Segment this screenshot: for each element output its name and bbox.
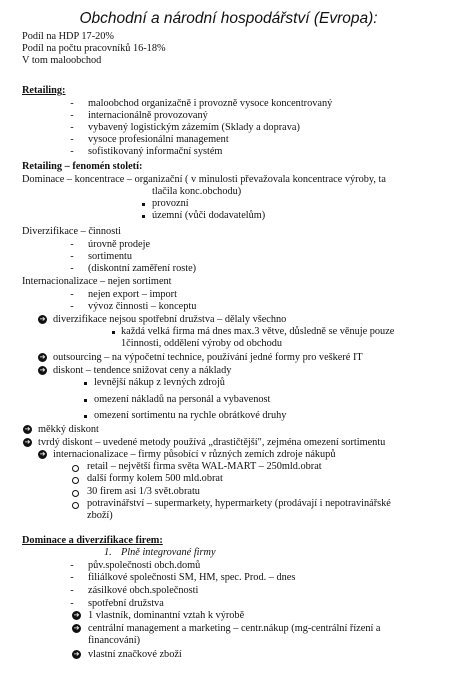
intl-sub-item: retail – největší firma světa WAL-MART – 250mld.obrat: [87, 461, 322, 472]
internationalization-sub-item: vývoz činnosti – konceptu: [88, 301, 197, 312]
firms-item: zásilkové obch.společnosti: [88, 585, 199, 596]
dominance-line-1: Dominace – koncentrace – organizační ( v minulosti převažovala koncentrace výroby, ta: [22, 174, 386, 185]
firms-item: filiálkové společnosti SM, HM, spec. Prod. – dnes: [88, 572, 296, 583]
phenomenon-heading: Retailing – fenomén století:: [22, 161, 143, 172]
diversification-sub-item: úrovně prodeje: [88, 239, 151, 250]
dash-bullet: -: [70, 598, 74, 609]
diversification-detail-2: 1činnosti, oddělení výroby od obchodu: [121, 338, 283, 349]
circle-bullet-icon: [72, 465, 79, 472]
diversification-sub-item: (diskontní zaměření roste): [88, 263, 197, 274]
retailing-item: maloobchod organizačně i provozně vysoce koncentrovaný: [88, 98, 333, 109]
document-title: Obchodní a národní hospodářství (Evropa):: [79, 10, 378, 27]
retailing-item: sofistikovaný informační systém: [88, 146, 223, 157]
dash-bullet: -: [70, 134, 74, 145]
dash-bullet: -: [70, 239, 74, 250]
firms-heading: Dominace a diverzifikace firem:: [22, 535, 163, 546]
square-bullet-icon: [142, 215, 145, 218]
soft-discount-item: měkký diskont: [38, 424, 99, 435]
circle-bullet-icon: [72, 477, 79, 484]
intro-line-1: Podíl na HDP 17-20%: [22, 31, 115, 42]
dash-bullet: -: [70, 585, 74, 596]
intl-sub-item: další formy kolem 500 mld.obrat: [87, 473, 223, 484]
discount-sub-item: omezení sortimentu na rychle obrátkové druhy: [94, 410, 287, 421]
retailing-item: internacionálně provozovaný: [88, 110, 208, 121]
square-bullet-icon: [84, 399, 87, 402]
firms-item: pův.společnosti obch.domů: [88, 560, 201, 571]
central-management-line-2: financování): [88, 635, 141, 646]
diversification-line: Diverzifikace – činnosti: [22, 226, 121, 237]
dash-bullet: -: [70, 110, 74, 121]
intl-food-line-1: potravinářství – supermarkety, hypermarkety (prodávají i nepotravinářské: [87, 498, 391, 509]
internationalization-sub-item: nejen export – import: [88, 289, 177, 300]
arrow-bullet-icon: ➔: [73, 624, 80, 632]
dash-bullet: -: [70, 301, 74, 312]
arrow-bullet-icon: ➔: [24, 438, 31, 446]
dominance-line-2: tlačila konc.obchodu): [152, 186, 242, 197]
numbered-item-number: 1.: [104, 547, 112, 558]
dash-bullet: -: [70, 289, 74, 300]
intl-sub-item: 30 firem asi 1/3 svět.obratu: [87, 486, 200, 497]
arrow-bullet-icon: ➔: [73, 611, 80, 619]
square-bullet-icon: [84, 382, 87, 385]
internationalization-line: Internacionalizace – nejen sortiment: [22, 276, 172, 287]
intl-food-line-2: zboží): [87, 510, 113, 521]
dash-bullet: -: [70, 98, 74, 109]
discount-item: diskont – tendence snižovat ceny a náklady: [53, 365, 232, 376]
arrow-bullet-icon: ➔: [39, 450, 46, 458]
arrow-bullet-icon: ➔: [39, 353, 46, 361]
discount-sub-item: levnější nákup z levných zdrojů: [94, 377, 225, 388]
diversification-arrow-item: diverzifikace nejsou spotřební družstva – dělaly všechno: [53, 314, 287, 325]
discount-sub-item: omezení nákladů na personál a vybavenost: [94, 394, 271, 405]
circle-bullet-icon: [72, 490, 79, 497]
hard-discount-item: tvrdý diskont – uvedené metody používá „drastičtější", zejména omezení sortimentu: [38, 437, 386, 448]
intro-line-2: Podíl na počtu pracovníků 16-18%: [22, 43, 166, 54]
square-bullet-icon: [142, 203, 145, 206]
owner-item: 1 vlastník, dominantní vztah k výrobě: [88, 610, 245, 621]
arrow-bullet-icon: ➔: [39, 366, 46, 374]
square-bullet-icon: [84, 415, 87, 418]
arrow-bullet-icon: ➔: [24, 425, 31, 433]
dash-bullet: -: [70, 251, 74, 262]
intro-line-3: V tom maloobchod: [22, 55, 102, 66]
dominance-sub-item: územní (vůči dodavatelům): [152, 210, 266, 221]
arrow-bullet-icon: ➔: [39, 315, 46, 323]
circle-bullet-icon: [72, 502, 79, 509]
central-management-line-1: centrální management a marketing – centr.nákup (mg-centrální řízení a: [88, 623, 381, 634]
retailing-item: vybavený logistickým zázemím (Sklady a doprava): [88, 122, 300, 133]
dash-bullet: -: [70, 263, 74, 274]
own-brand-item: vlastní značkové zboží: [88, 649, 182, 660]
outsourcing-item: outsourcing – na výpočetní technice, používání jedné formy pro veškeré IT: [53, 352, 363, 363]
retailing-heading: Retailing:: [22, 85, 66, 96]
dash-bullet: -: [70, 572, 74, 583]
numbered-item-label: Plně integrované firmy: [121, 547, 216, 558]
dash-bullet: -: [70, 560, 74, 571]
dash-bullet: -: [70, 122, 74, 133]
diversification-sub-item: sortimentu: [88, 251, 133, 262]
dash-bullet: -: [70, 146, 74, 157]
internationalization-arrow-item: internacionalizace – firmy působící v různých zemích zdroje nákupů: [53, 449, 336, 460]
square-bullet-icon: [112, 331, 115, 334]
diversification-detail-1: každá velká firma má dnes max.3 větve, důsledně se věnuje pouze: [121, 326, 395, 337]
firms-item: spotřební družstva: [88, 598, 164, 609]
retailing-item: vysoce profesionální management: [88, 134, 229, 145]
arrow-bullet-icon: ➔: [73, 650, 80, 658]
dominance-sub-item: provozní: [152, 198, 189, 209]
